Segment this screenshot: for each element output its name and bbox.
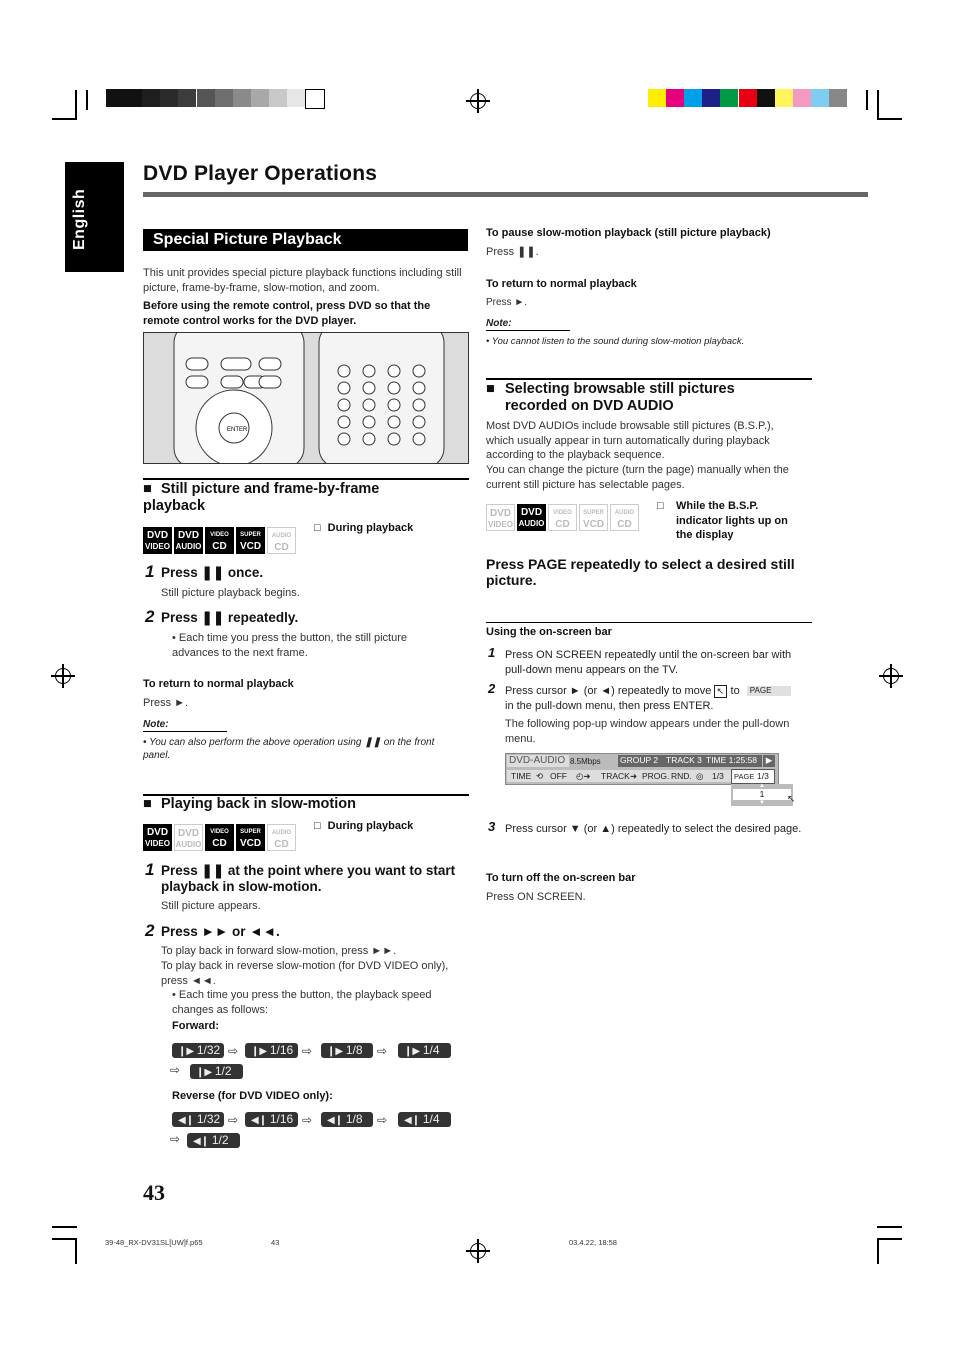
registration-mark bbox=[883, 668, 899, 684]
osb-step1: Press ON SCREEN repeatedly until the on-screen bar with pull-down menu appears on the TV. bbox=[505, 649, 792, 676]
color-swatch bbox=[178, 89, 196, 107]
osd-track-button[interactable]: TRACK bbox=[601, 771, 630, 781]
next-arrow-icon: ⇨ bbox=[377, 1113, 388, 1127]
intro-text: This unit provides special picture playback functions including still picture, frame-by-frame, slow-motion, and zoom. bbox=[143, 267, 462, 294]
disc-badge-line2: AUDIO bbox=[518, 519, 545, 528]
disc-badge-line1: VIDEO bbox=[210, 532, 229, 538]
crop-mark bbox=[52, 1226, 77, 1228]
osb-step2b: in the pull-down menu, then press ENTER. bbox=[505, 700, 714, 712]
disc-badge-line2: CD bbox=[555, 519, 570, 530]
slow-step1-desc: Still picture appears. bbox=[161, 900, 261, 912]
color-swatch bbox=[757, 89, 775, 107]
speed-value: 1/8 bbox=[345, 1112, 363, 1126]
color-swatch bbox=[648, 89, 666, 107]
still-step2: Press ❚❚ repeatedly. bbox=[161, 610, 299, 625]
right-note-label: Note: bbox=[486, 318, 512, 329]
osd-disc-icon: ◎ bbox=[696, 771, 704, 781]
osd-popup-up-icon[interactable]: ▲ bbox=[759, 783, 765, 789]
speed-value: 1/4 bbox=[422, 1112, 440, 1126]
crop-mark bbox=[866, 90, 868, 110]
section-rule bbox=[486, 622, 812, 623]
slow-heading-text: Playing back in slow-motion bbox=[161, 796, 356, 812]
still-return-heading: To return to normal playback bbox=[143, 678, 294, 690]
speed-indicator bbox=[190, 1064, 243, 1079]
osb-step2-to: to bbox=[730, 685, 740, 697]
speed-value: 1/4 bbox=[422, 1043, 440, 1057]
color-swatch bbox=[287, 89, 305, 107]
disc-badge bbox=[174, 824, 203, 851]
disc-badge-line2: CD bbox=[212, 838, 227, 849]
reverse-slow-icon: ◀❙ bbox=[251, 1115, 270, 1126]
disc-badge-line2: VIDEO bbox=[145, 542, 170, 551]
registration-mark bbox=[55, 668, 71, 684]
osd-track: TRACK 3 bbox=[664, 755, 704, 767]
still-heading: ■ Still picture and frame-by-frame playback bbox=[143, 481, 380, 514]
disc-badge-line1: AUDIO bbox=[271, 533, 292, 539]
bsp-condition-text: While the B.S.P. indicator lights up on the display bbox=[676, 500, 788, 541]
forward-slow-icon: ❙▶ bbox=[327, 1046, 346, 1057]
disc-badge-line1: AUDIO bbox=[271, 830, 292, 836]
off-heading: To turn off the on-screen bar bbox=[486, 872, 636, 884]
section-rule bbox=[486, 378, 812, 380]
note-rule bbox=[143, 731, 227, 732]
speed-indicator bbox=[398, 1112, 451, 1127]
pause-text: Press ❚❚. bbox=[486, 246, 539, 258]
color-swatch bbox=[233, 89, 251, 107]
section-title: Special Picture Playback bbox=[143, 229, 468, 251]
disc-badge-line2: CD bbox=[617, 519, 632, 530]
color-swatch bbox=[197, 89, 215, 107]
svg-text:ENTER: ENTER bbox=[227, 427, 248, 433]
slow-condition: □ During playback bbox=[314, 820, 414, 832]
color-swatch bbox=[793, 89, 811, 107]
osd-group: GROUP 2 bbox=[618, 755, 664, 767]
forward-slow-icon: ❙▶ bbox=[404, 1046, 423, 1057]
speed-indicator bbox=[245, 1112, 298, 1127]
disc-badge bbox=[548, 504, 577, 531]
osd-time: TIME 1:25:58 bbox=[704, 755, 762, 767]
bsp-paragraph-2: You can change the picture (turn the page) manually when the current still picture has selectable pages. bbox=[486, 464, 789, 491]
bsp-heading: ■ Selecting browsable still pictures recorded on DVD AUDIO bbox=[486, 381, 796, 415]
speed-indicator bbox=[187, 1133, 240, 1148]
still-step1-desc: Still picture playback begins. bbox=[161, 587, 300, 599]
osd-time-button[interactable]: TIME bbox=[511, 771, 532, 781]
disc-badge-line2: VIDEO bbox=[145, 839, 170, 848]
still-heading-text: Still picture and frame-by-frame playback bbox=[143, 481, 380, 514]
speed-value: 1/16 bbox=[269, 1043, 294, 1057]
crop-mark bbox=[86, 90, 88, 110]
next-arrow-icon: ⇨ bbox=[302, 1113, 313, 1127]
osb-step2c: The following pop-up window appears under the pull-down menu. bbox=[505, 718, 790, 745]
still-condition: □ During playback bbox=[314, 522, 414, 534]
still-step1: Press ❚❚ once. bbox=[161, 565, 264, 580]
osb-step1-number: 1 bbox=[488, 645, 496, 660]
still-condition-text: During playback bbox=[327, 522, 414, 534]
next-arrow-icon: ⇨ bbox=[228, 1113, 239, 1127]
osd-repeat-off[interactable]: OFF bbox=[550, 771, 567, 781]
slow-step2: Press ►► or ◄◄. bbox=[161, 924, 280, 939]
osb-heading: Using the on-screen bar bbox=[486, 626, 612, 638]
speed-indicator bbox=[321, 1112, 373, 1127]
slow-condition-text: During playback bbox=[327, 820, 414, 832]
bsp-condition: □ While the B.S.P. indicator lights up on the display bbox=[657, 499, 807, 543]
osd-random-button[interactable]: RND. bbox=[671, 771, 692, 781]
osb-step2-line bbox=[505, 684, 791, 699]
right-return-heading: To return to normal playback bbox=[486, 278, 637, 290]
disc-badge bbox=[143, 527, 172, 554]
disc-badge-line1: SUPER bbox=[240, 829, 261, 835]
osd-popup-value[interactable]: 1 bbox=[733, 789, 791, 800]
speed-value: 1/32 bbox=[196, 1112, 221, 1126]
disc-badge bbox=[486, 504, 515, 531]
osd-repeat-icon[interactable]: ⟲ bbox=[536, 771, 544, 781]
on-screen-bar bbox=[505, 753, 779, 785]
reverse-slow-icon: ◀❙ bbox=[193, 1136, 212, 1147]
disc-badge-line2: AUDIO bbox=[175, 840, 202, 849]
osd-page-label: PAGE bbox=[734, 772, 755, 781]
disc-badge-line2: VCD bbox=[239, 838, 262, 849]
crop-mark bbox=[75, 1238, 77, 1264]
osd-disc-value: 1/3 bbox=[712, 771, 724, 781]
color-swatch bbox=[305, 89, 325, 109]
slow-step2-d2: To play back in reverse slow-motion (for DVD VIDEO only), press ◄◄. bbox=[161, 960, 449, 987]
osd-track-arrow-icon: ➜ bbox=[630, 771, 638, 781]
speed-value: 1/8 bbox=[345, 1043, 363, 1057]
page-title: DVD Player Operations bbox=[143, 162, 378, 185]
disc-badge bbox=[579, 504, 608, 531]
footer-page: 43 bbox=[271, 1238, 280, 1247]
disc-badge bbox=[205, 824, 234, 851]
speed-indicator bbox=[172, 1043, 224, 1058]
slow-step1: Press ❚❚ at the point where you want to start playback in slow-motion. bbox=[161, 863, 456, 894]
forward-slow-icon: ❙▶ bbox=[251, 1046, 270, 1057]
disc-badge-line1: VIDEO bbox=[210, 829, 229, 835]
pause-heading: To pause slow-motion playback (still picture playback) bbox=[486, 227, 771, 239]
crop-mark bbox=[75, 90, 77, 118]
disc-badge bbox=[267, 824, 296, 851]
disc-badge-line2: CD bbox=[212, 541, 227, 552]
disc-badge-line1: AUDIO bbox=[614, 510, 635, 516]
disc-badge-line1: DVD bbox=[146, 827, 169, 838]
disc-badge bbox=[236, 527, 265, 554]
disc-badge-line2: CD bbox=[274, 542, 289, 553]
section-rule bbox=[143, 478, 469, 480]
osd-bitrate: 8.5Mbps bbox=[570, 757, 601, 766]
page-number: 43 bbox=[143, 1180, 165, 1205]
reverse-slow-icon: ◀❙ bbox=[327, 1115, 346, 1126]
disc-badge bbox=[174, 527, 203, 554]
speed-value: 1/2 bbox=[214, 1064, 232, 1078]
bsp-heading-text: Selecting browsable still pictures recorded on DVD AUDIO bbox=[505, 381, 735, 414]
color-swatch bbox=[739, 89, 757, 107]
pointer-icon: ↖ bbox=[714, 685, 727, 698]
forward-slow-icon: ❙▶ bbox=[178, 1046, 197, 1057]
disc-badge bbox=[143, 824, 172, 851]
disc-badge-line1: DVD bbox=[146, 530, 169, 541]
disc-badge-line1: SUPER bbox=[583, 510, 604, 516]
slow-step2-number: 2 bbox=[145, 921, 155, 940]
bsp-paragraph-1: Most DVD AUDIOs include browsable still pictures (B.S.P.), which usually appear in turn automatically during playback according to the playback sequence. bbox=[486, 420, 774, 461]
crop-mark bbox=[877, 1238, 879, 1264]
disc-badge-line1: SUPER bbox=[240, 532, 261, 538]
language-tab bbox=[65, 162, 124, 272]
disc-badge-line2: AUDIO bbox=[175, 542, 202, 551]
slow-step2-d1: To play back in forward slow-motion, press ►►. bbox=[161, 945, 397, 957]
page-menu-chip: PAGE bbox=[747, 686, 792, 696]
slow-step2-d3: • Each time you press the button, the playback speed changes as follows: bbox=[172, 989, 432, 1016]
slow-heading: ■ Playing back in slow-motion bbox=[143, 796, 356, 812]
still-note-text: • You can also perform the above operation using ❚❚ on the front panel. bbox=[143, 737, 435, 761]
disc-badge-line2: VCD bbox=[239, 541, 262, 552]
right-note-text: • You cannot listen to the sound during slow-motion playback. bbox=[486, 336, 745, 347]
disc-badge bbox=[236, 824, 265, 851]
disc-badge-line2: VIDEO bbox=[488, 520, 513, 529]
disc-badge-line1: DVD bbox=[520, 507, 543, 518]
forward-label: Forward: bbox=[172, 1020, 220, 1032]
color-swatch bbox=[666, 89, 684, 107]
disc-badge bbox=[267, 527, 296, 554]
forward-slow-icon: ❙▶ bbox=[196, 1067, 215, 1078]
color-swatch bbox=[811, 89, 829, 107]
disc-badge bbox=[517, 504, 546, 531]
osd-popup-down-icon[interactable]: ▼ bbox=[759, 800, 765, 806]
color-swatch bbox=[269, 89, 287, 107]
remote-control-drawing bbox=[144, 333, 468, 463]
title-rule bbox=[143, 192, 868, 197]
still-step2-number: 2 bbox=[145, 607, 155, 626]
next-arrow-icon: ⇨ bbox=[170, 1132, 181, 1146]
color-swatch bbox=[775, 89, 793, 107]
color-swatch bbox=[702, 89, 720, 107]
language-tab-label: English bbox=[71, 188, 88, 250]
color-swatch bbox=[106, 89, 124, 107]
osb-step3-number: 3 bbox=[488, 819, 496, 834]
osd-disc-type: DVD-AUDIO bbox=[507, 755, 569, 767]
color-swatch bbox=[720, 89, 738, 107]
osd-popup bbox=[731, 783, 796, 806]
osb-step3: Press cursor ▼ (or ▲) repeatedly to select the desired page. bbox=[505, 823, 802, 835]
crop-mark bbox=[52, 1238, 77, 1240]
speed-indicator bbox=[245, 1043, 298, 1058]
crop-mark bbox=[52, 118, 77, 120]
speed-value: 1/2 bbox=[211, 1133, 229, 1147]
osd-next-icon[interactable]: ▶ bbox=[763, 755, 775, 767]
next-arrow-icon: ⇨ bbox=[302, 1044, 313, 1058]
reverse-label: Reverse (for DVD VIDEO only): bbox=[172, 1090, 333, 1102]
still-return-text: Press ►. bbox=[143, 697, 189, 709]
speed-value: 1/16 bbox=[269, 1112, 294, 1126]
next-arrow-icon: ⇨ bbox=[170, 1063, 181, 1077]
pointer-cursor-icon: ↖ bbox=[787, 794, 796, 805]
slow-step1-number: 1 bbox=[145, 860, 155, 879]
still-note-label: Note: bbox=[143, 719, 169, 730]
disc-badge-line1: VIDEO bbox=[553, 510, 572, 516]
registration-mark bbox=[470, 93, 486, 109]
footer-date: 03.4.22, 18:58 bbox=[569, 1238, 617, 1247]
note-rule bbox=[486, 330, 570, 331]
color-swatch bbox=[124, 89, 142, 107]
color-swatch bbox=[215, 89, 233, 107]
next-arrow-icon: ⇨ bbox=[377, 1044, 388, 1058]
bsp-instruction: Press PAGE repeatedly to select a desired still picture. bbox=[486, 556, 795, 588]
disc-badge-line2: CD bbox=[274, 839, 289, 850]
speed-value: 1/32 bbox=[196, 1043, 221, 1057]
color-swatch bbox=[829, 89, 847, 107]
crop-mark bbox=[877, 90, 879, 118]
speed-indicator bbox=[321, 1043, 373, 1058]
off-text: Press ON SCREEN. bbox=[486, 891, 586, 903]
crop-mark bbox=[877, 1238, 902, 1240]
osd-page-value: 1/3 bbox=[757, 771, 769, 781]
registration-mark bbox=[470, 1243, 486, 1259]
disc-badge bbox=[205, 527, 234, 554]
osb-step2-number: 2 bbox=[488, 681, 496, 696]
disc-badge bbox=[610, 504, 639, 531]
remote-control-illustration bbox=[143, 332, 469, 464]
crop-mark bbox=[877, 118, 902, 120]
footer-file: 39-48_RX-DV31SL[UW]f.p65 bbox=[105, 1238, 203, 1247]
reverse-slow-icon: ◀❙ bbox=[178, 1115, 197, 1126]
still-step1-number: 1 bbox=[145, 562, 155, 581]
speed-indicator bbox=[398, 1043, 451, 1058]
still-step2-desc: • Each time you press the button, the still picture advances to the next frame. bbox=[172, 632, 407, 659]
disc-badge-line1: DVD bbox=[489, 508, 512, 519]
intro-bold-text: Before using the remote control, press DVD so that the remote control works for the DVD player. bbox=[143, 300, 431, 327]
right-return-text: Press ►. bbox=[486, 297, 528, 308]
osd-clock-icon[interactable]: ◴➜ bbox=[576, 771, 591, 781]
next-arrow-icon: ⇨ bbox=[228, 1044, 239, 1058]
crop-mark bbox=[877, 1226, 902, 1228]
color-swatch bbox=[684, 89, 702, 107]
disc-badge-line1: DVD bbox=[177, 828, 200, 839]
disc-badge-line1: DVD bbox=[177, 530, 200, 541]
reverse-slow-icon: ◀❙ bbox=[404, 1115, 423, 1126]
color-swatch bbox=[160, 89, 178, 107]
osb-step2a: Press cursor ► (or ◄) repeatedly to move bbox=[505, 685, 712, 697]
color-swatch bbox=[251, 89, 269, 107]
speed-indicator bbox=[172, 1112, 224, 1127]
color-swatch bbox=[142, 89, 160, 107]
disc-badge-line2: VCD bbox=[582, 519, 605, 530]
osd-prog-button[interactable]: PROG. bbox=[642, 771, 670, 781]
